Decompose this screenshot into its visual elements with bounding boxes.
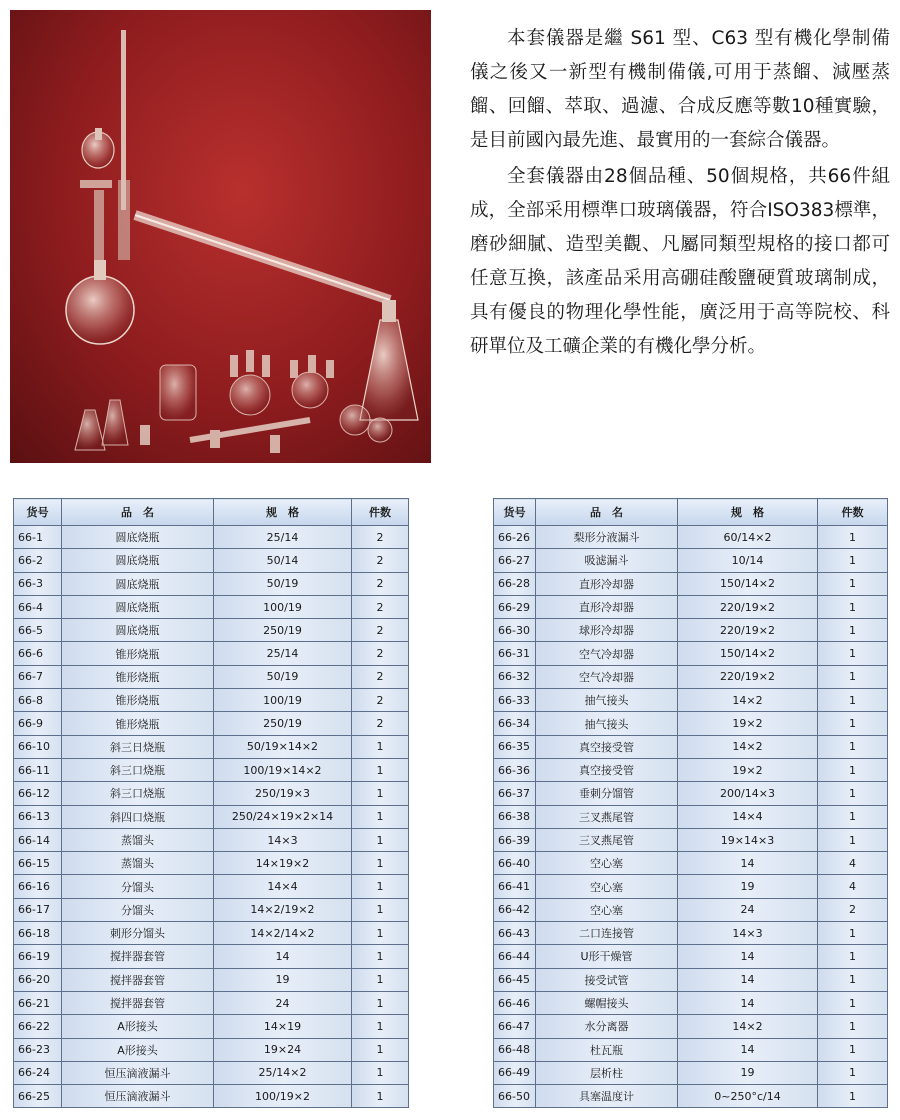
cell-qty: 1 — [352, 1085, 409, 1108]
cell-spec: 220/19×2 — [678, 595, 818, 618]
header-qty: 件数 — [818, 499, 888, 526]
cell-spec: 50/19 — [214, 665, 352, 688]
cell-code: 66-33 — [494, 689, 536, 712]
cell-spec: 10/14 — [678, 549, 818, 572]
cell-code: 66-20 — [14, 968, 62, 991]
cell-code: 66-43 — [494, 922, 536, 945]
cell-name: 接受试管 — [536, 968, 678, 991]
table-row — [494, 665, 888, 688]
cell-spec: 150/14×2 — [678, 642, 818, 665]
cell-name: 锥形烧瓶 — [62, 689, 214, 712]
header-qty: 件数 — [352, 499, 409, 526]
cell-spec: 19×14×3 — [678, 828, 818, 851]
cell-qty: 1 — [818, 1015, 888, 1038]
cell-name: 圆底烧瓶 — [62, 619, 214, 642]
table-row — [14, 619, 409, 642]
cell-spec: 14 — [678, 991, 818, 1014]
cell-name: 三叉燕尾管 — [536, 805, 678, 828]
cell-qty: 4 — [818, 852, 888, 875]
cell-qty: 1 — [352, 875, 409, 898]
table-row — [14, 665, 409, 688]
table-row — [494, 968, 888, 991]
cell-qty: 2 — [352, 619, 409, 642]
cell-code: 66-45 — [494, 968, 536, 991]
cell-spec: 19×2 — [678, 712, 818, 735]
cell-spec: 19 — [678, 875, 818, 898]
cell-code: 66-17 — [14, 898, 62, 921]
cell-name: 斜三口烧瓶 — [62, 758, 214, 781]
cell-name: A形接头 — [62, 1015, 214, 1038]
cell-name: 空心塞 — [536, 852, 678, 875]
table-row — [494, 875, 888, 898]
cell-spec: 14 — [678, 945, 818, 968]
table-row — [494, 735, 888, 758]
cell-spec: 14 — [678, 852, 818, 875]
cell-name: 斜三日烧瓶 — [62, 735, 214, 758]
table-row — [14, 1038, 409, 1061]
table-row — [494, 922, 888, 945]
cell-code: 66-31 — [494, 642, 536, 665]
cell-name: 恒压滴液漏斗 — [62, 1085, 214, 1108]
table-row — [494, 782, 888, 805]
cell-qty: 1 — [818, 782, 888, 805]
intro-paragraph-2: 全套儀器由28個品種、50個規格，共66件組成，全部采用標準口玻璃儀器，符合ISO383標準，磨砂細膩、造型美觀、凡屬同類型規格的接口都可任意互換，該產品采用高硼硅酸鹽硬質玻璃制成，具有優良的物理化學性能，廣泛用于高等院校、科研單位及工礦企業的有機化學分析。 — [470, 166, 890, 357]
table-row — [14, 758, 409, 781]
cell-code: 66-49 — [494, 1061, 536, 1084]
table-row — [494, 828, 888, 851]
cell-qty: 1 — [352, 782, 409, 805]
cell-name: 圆底烧瓶 — [62, 595, 214, 618]
cell-name: 真空接受管 — [536, 758, 678, 781]
cell-code: 66-4 — [14, 595, 62, 618]
cell-spec: 14×3 — [214, 828, 352, 851]
cell-qty: 1 — [818, 1038, 888, 1061]
cell-qty: 1 — [818, 1061, 888, 1084]
cell-name: 吸滤漏斗 — [536, 549, 678, 572]
cell-spec: 24 — [214, 991, 352, 1014]
cell-name: 蒸馏头 — [62, 852, 214, 875]
cell-code: 66-48 — [494, 1038, 536, 1061]
cell-name: U形干燥管 — [536, 945, 678, 968]
cell-name: 具塞温度计 — [536, 1085, 678, 1108]
cell-name: 刺形分馏头 — [62, 922, 214, 945]
cell-code: 66-9 — [14, 712, 62, 735]
table-row — [14, 526, 409, 549]
cell-qty: 2 — [352, 642, 409, 665]
cell-name: 直形冷却器 — [536, 572, 678, 595]
cell-name: 抽气接头 — [536, 689, 678, 712]
table-row — [494, 572, 888, 595]
cell-code: 66-12 — [14, 782, 62, 805]
cell-code: 66-30 — [494, 619, 536, 642]
cell-name: 斜三口烧瓶 — [62, 782, 214, 805]
cell-spec: 0~250°c/14 — [678, 1085, 818, 1108]
table-row — [14, 875, 409, 898]
cell-code: 66-32 — [494, 665, 536, 688]
cell-spec: 14×3 — [678, 922, 818, 945]
cell-qty: 1 — [818, 665, 888, 688]
cell-qty: 1 — [352, 1061, 409, 1084]
cell-qty: 1 — [352, 758, 409, 781]
cell-code: 66-6 — [14, 642, 62, 665]
intro-paragraph-1: 本套儀器是繼 S61 型、C63 型有機化學制備儀之後又一新型有機制備儀,可用于蒸餾、減壓蒸餾、回餾、萃取、過濾、合成反應等數10種實驗，是目前國內最先進、最實用的一套綜合儀器。 — [470, 28, 890, 151]
cell-qty: 2 — [352, 526, 409, 549]
cell-qty: 2 — [818, 898, 888, 921]
cell-spec: 14 — [678, 968, 818, 991]
cell-spec: 14×19×2 — [214, 852, 352, 875]
cell-spec: 14×19 — [214, 1015, 352, 1038]
cell-spec: 14×2/19×2 — [214, 898, 352, 921]
table-header-row — [494, 499, 888, 526]
cell-spec: 14×4 — [214, 875, 352, 898]
table-row — [494, 898, 888, 921]
cell-qty: 1 — [818, 735, 888, 758]
cell-code: 66-15 — [14, 852, 62, 875]
cell-name: 蒸馏头 — [62, 828, 214, 851]
cell-name: 圆底烧瓶 — [62, 526, 214, 549]
cell-name: 圆底烧瓶 — [62, 572, 214, 595]
cell-name: 二口连接管 — [536, 922, 678, 945]
cell-code: 66-37 — [494, 782, 536, 805]
cell-qty: 1 — [818, 922, 888, 945]
cell-spec: 25/14×2 — [214, 1061, 352, 1084]
cell-qty: 2 — [352, 572, 409, 595]
cell-name: 空气冷却器 — [536, 642, 678, 665]
cell-spec: 150/14×2 — [678, 572, 818, 595]
cell-qty: 2 — [352, 665, 409, 688]
cell-qty: 1 — [818, 526, 888, 549]
cell-name: 梨形分液漏斗 — [536, 526, 678, 549]
table-row — [14, 595, 409, 618]
cell-code: 66-28 — [494, 572, 536, 595]
cell-spec: 25/14 — [214, 642, 352, 665]
cell-spec: 250/19×3 — [214, 782, 352, 805]
table-row — [494, 1015, 888, 1038]
table-row — [494, 758, 888, 781]
cell-spec: 14×2 — [678, 689, 818, 712]
cell-spec: 24 — [678, 898, 818, 921]
cell-code: 66-13 — [14, 805, 62, 828]
cell-name: 三叉燕尾管 — [536, 828, 678, 851]
cell-code: 66-3 — [14, 572, 62, 595]
header-spec: 规 格 — [214, 499, 352, 526]
cell-code: 66-42 — [494, 898, 536, 921]
cell-code: 66-2 — [14, 549, 62, 572]
header-code: 货号 — [494, 499, 536, 526]
table-row — [494, 642, 888, 665]
cell-name: 层析柱 — [536, 1061, 678, 1084]
cell-name: 直形冷却器 — [536, 595, 678, 618]
table-row — [494, 991, 888, 1014]
catalog-table-right — [493, 498, 888, 1108]
cell-qty: 1 — [818, 595, 888, 618]
cell-qty: 1 — [352, 898, 409, 921]
cell-code: 66-44 — [494, 945, 536, 968]
cell-qty: 1 — [352, 945, 409, 968]
catalog-table-left — [13, 498, 409, 1108]
cell-name: 水分离器 — [536, 1015, 678, 1038]
cell-name: 抽气接头 — [536, 712, 678, 735]
cell-name: 锥形烧瓶 — [62, 665, 214, 688]
cell-name: 恒压滴液漏斗 — [62, 1061, 214, 1084]
table-row — [494, 619, 888, 642]
cell-qty: 1 — [818, 968, 888, 991]
cell-code: 66-40 — [494, 852, 536, 875]
intro-text — [470, 22, 890, 366]
table-row — [14, 782, 409, 805]
cell-code: 66-26 — [494, 526, 536, 549]
cell-code: 66-8 — [14, 689, 62, 712]
cell-name: 斜四口烧瓶 — [62, 805, 214, 828]
cell-qty: 1 — [352, 735, 409, 758]
cell-spec: 60/14×2 — [678, 526, 818, 549]
cell-qty: 1 — [352, 1015, 409, 1038]
table-body-right — [494, 526, 888, 1108]
cell-spec: 14×2/14×2 — [214, 922, 352, 945]
header-spec: 规 格 — [678, 499, 818, 526]
table-row — [494, 526, 888, 549]
cell-code: 66-35 — [494, 735, 536, 758]
cell-qty: 1 — [818, 1085, 888, 1108]
cell-name: 垂刺分馏管 — [536, 782, 678, 805]
cell-code: 66-41 — [494, 875, 536, 898]
cell-code: 66-22 — [14, 1015, 62, 1038]
table-row — [14, 1015, 409, 1038]
cell-code: 66-23 — [14, 1038, 62, 1061]
cell-spec: 19 — [678, 1061, 818, 1084]
cell-qty: 2 — [352, 712, 409, 735]
cell-name: 搅拌器套管 — [62, 991, 214, 1014]
cell-qty: 2 — [352, 595, 409, 618]
cell-code: 66-25 — [14, 1085, 62, 1108]
cell-code: 66-21 — [14, 991, 62, 1014]
cell-spec: 50/19×14×2 — [214, 735, 352, 758]
table-row — [494, 1085, 888, 1108]
table-row — [14, 945, 409, 968]
table-row — [14, 712, 409, 735]
table-row — [494, 852, 888, 875]
cell-code: 66-18 — [14, 922, 62, 945]
cell-qty: 1 — [818, 805, 888, 828]
cell-name: 螺帽接头 — [536, 991, 678, 1014]
cell-code: 66-27 — [494, 549, 536, 572]
table-row — [14, 922, 409, 945]
cell-code: 66-46 — [494, 991, 536, 1014]
cell-code: 66-16 — [14, 875, 62, 898]
cell-qty: 1 — [818, 945, 888, 968]
cell-code: 66-1 — [14, 526, 62, 549]
cell-code: 66-29 — [494, 595, 536, 618]
table-row — [494, 595, 888, 618]
cell-code: 66-39 — [494, 828, 536, 851]
cell-spec: 25/14 — [214, 526, 352, 549]
table-row — [14, 572, 409, 595]
table-row — [14, 805, 409, 828]
table-row — [14, 991, 409, 1014]
cell-spec: 100/19×14×2 — [214, 758, 352, 781]
header-code: 货号 — [14, 499, 62, 526]
cell-spec: 100/19 — [214, 595, 352, 618]
cell-spec: 100/19 — [214, 689, 352, 712]
glassware-illustration — [10, 10, 431, 463]
cell-spec: 50/14 — [214, 549, 352, 572]
cell-qty: 2 — [352, 549, 409, 572]
cell-spec: 14 — [214, 945, 352, 968]
cell-code: 66-50 — [494, 1085, 536, 1108]
table-row — [494, 1061, 888, 1084]
cell-spec: 14×4 — [678, 805, 818, 828]
cell-spec: 19×24 — [214, 1038, 352, 1061]
table-row — [494, 549, 888, 572]
cell-code: 66-36 — [494, 758, 536, 781]
header-name: 品 名 — [62, 499, 214, 526]
cell-spec: 14×2 — [678, 1015, 818, 1038]
cell-code: 66-19 — [14, 945, 62, 968]
header-name: 品 名 — [536, 499, 678, 526]
table-row — [494, 805, 888, 828]
cell-name: 真空接受管 — [536, 735, 678, 758]
cell-name: 锥形烧瓶 — [62, 642, 214, 665]
cell-qty: 1 — [352, 968, 409, 991]
cell-name: 空心塞 — [536, 875, 678, 898]
table-row — [494, 1038, 888, 1061]
cell-qty: 1 — [818, 549, 888, 572]
cell-name: 杜瓦瓶 — [536, 1038, 678, 1061]
cell-name: 搅拌器套管 — [62, 968, 214, 991]
table-row — [494, 712, 888, 735]
cell-spec: 220/19×2 — [678, 665, 818, 688]
cell-qty: 1 — [352, 1038, 409, 1061]
cell-name: A形接头 — [62, 1038, 214, 1061]
cell-code: 66-38 — [494, 805, 536, 828]
table-row — [494, 945, 888, 968]
cell-qty: 1 — [818, 758, 888, 781]
cell-name: 分馏头 — [62, 898, 214, 921]
table-row — [14, 549, 409, 572]
cell-name: 空气冷却器 — [536, 665, 678, 688]
cell-code: 66-5 — [14, 619, 62, 642]
glassware-photo — [10, 10, 431, 463]
cell-qty: 1 — [818, 619, 888, 642]
cell-qty: 1 — [818, 642, 888, 665]
table-row — [14, 1061, 409, 1084]
cell-code: 66-14 — [14, 828, 62, 851]
cell-qty: 1 — [352, 828, 409, 851]
table-row — [14, 968, 409, 991]
table-row — [14, 898, 409, 921]
table-row — [14, 689, 409, 712]
cell-spec: 19×2 — [678, 758, 818, 781]
table-header-row — [14, 499, 409, 526]
cell-spec: 220/19×2 — [678, 619, 818, 642]
cell-qty: 1 — [818, 712, 888, 735]
cell-qty: 1 — [818, 991, 888, 1014]
cell-name: 锥形烧瓶 — [62, 712, 214, 735]
cell-code: 66-24 — [14, 1061, 62, 1084]
cell-name: 搅拌器套管 — [62, 945, 214, 968]
cell-qty: 1 — [352, 805, 409, 828]
table-body-left — [14, 526, 409, 1108]
table-row — [14, 642, 409, 665]
table-row — [14, 735, 409, 758]
cell-code: 66-34 — [494, 712, 536, 735]
table-row — [14, 852, 409, 875]
cell-code: 66-7 — [14, 665, 62, 688]
cell-name: 圆底烧瓶 — [62, 549, 214, 572]
cell-spec: 19 — [214, 968, 352, 991]
cell-code: 66-10 — [14, 735, 62, 758]
cell-spec: 250/24×19×2×14 — [214, 805, 352, 828]
cell-code: 66-11 — [14, 758, 62, 781]
cell-qty: 1 — [818, 572, 888, 595]
cell-name: 空心塞 — [536, 898, 678, 921]
cell-qty: 1 — [818, 689, 888, 712]
table-row — [14, 1085, 409, 1108]
cell-qty: 1 — [352, 991, 409, 1014]
cell-code: 66-47 — [494, 1015, 536, 1038]
cell-qty: 1 — [352, 922, 409, 945]
cell-spec: 250/19 — [214, 619, 352, 642]
cell-qty: 1 — [352, 852, 409, 875]
cell-spec: 100/19×2 — [214, 1085, 352, 1108]
cell-spec: 14×2 — [678, 735, 818, 758]
cell-name: 分馏头 — [62, 875, 214, 898]
cell-name: 球形冷却器 — [536, 619, 678, 642]
table-row — [14, 828, 409, 851]
cell-qty: 4 — [818, 875, 888, 898]
cell-spec: 250/19 — [214, 712, 352, 735]
table-row — [494, 689, 888, 712]
cell-qty: 2 — [352, 689, 409, 712]
cell-spec: 50/19 — [214, 572, 352, 595]
cell-spec: 200/14×3 — [678, 782, 818, 805]
cell-spec: 14 — [678, 1038, 818, 1061]
cell-qty: 1 — [818, 828, 888, 851]
